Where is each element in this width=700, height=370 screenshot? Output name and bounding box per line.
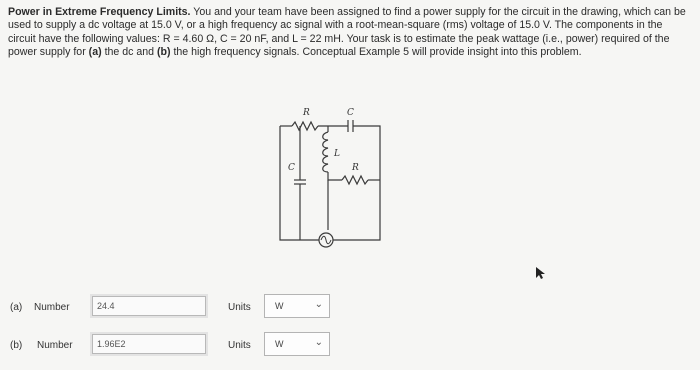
problem-title: Power in Extreme Frequency Limits. [8,6,191,18]
label-R-right: R [352,163,359,173]
ac-source-icon [319,233,333,247]
units-label-a: Units [228,302,251,313]
part-b-marker: (b) [157,46,171,59]
part-a-marker: (a) [88,46,102,59]
answer-row-a [0,296,700,322]
units-select-b[interactable] [264,332,330,356]
label-L: L [334,149,340,159]
resistor-right [342,176,368,184]
units-value-b: W [275,339,284,349]
inductor-coil [323,132,328,172]
circuit-diagram [270,98,400,248]
answer-input-a[interactable] [92,296,206,316]
answer-row-b [0,334,700,360]
wire-inductor-low [328,172,342,180]
units-label-b: Units [228,340,251,351]
answer-input-b[interactable] [92,334,206,354]
problem-statement [8,6,688,60]
label-C-mid: C [288,163,295,173]
label-R-top: R [303,108,310,118]
problem-text-1: You and your team have been assigned to find a power supply for the circuit in the drawing, which can be used to supply a dc voltage at 15.0 V, or a high frequency ac signal with a root-mean-square (rms) voltage of 15.0 V. The components in the circuit have the following values: R = 4.60 Ω, C = 20 nF, and L = 22 mH. Your task is to estimate the peak wattage (i.e., power) required of the power supply for [8,6,686,59]
units-value-a: W [275,301,284,311]
resistor-top [292,122,318,130]
number-label-a: Number [34,302,70,313]
part-label-a: (a) [10,302,23,313]
part-label-b: (b) [10,340,23,351]
label-C-top: C [347,108,354,118]
problem-text-3: the high frequency signals. Conceptual Example 5 will provide insight into this problem. [170,46,582,59]
mouse-pointer-icon [535,266,547,280]
chevron-down-icon: ⌄ [314,337,323,348]
chevron-down-icon: ⌄ [314,299,323,310]
problem-text-2: the dc and [101,46,157,59]
number-label-b: Number [37,340,73,351]
units-select-a[interactable] [264,294,330,318]
